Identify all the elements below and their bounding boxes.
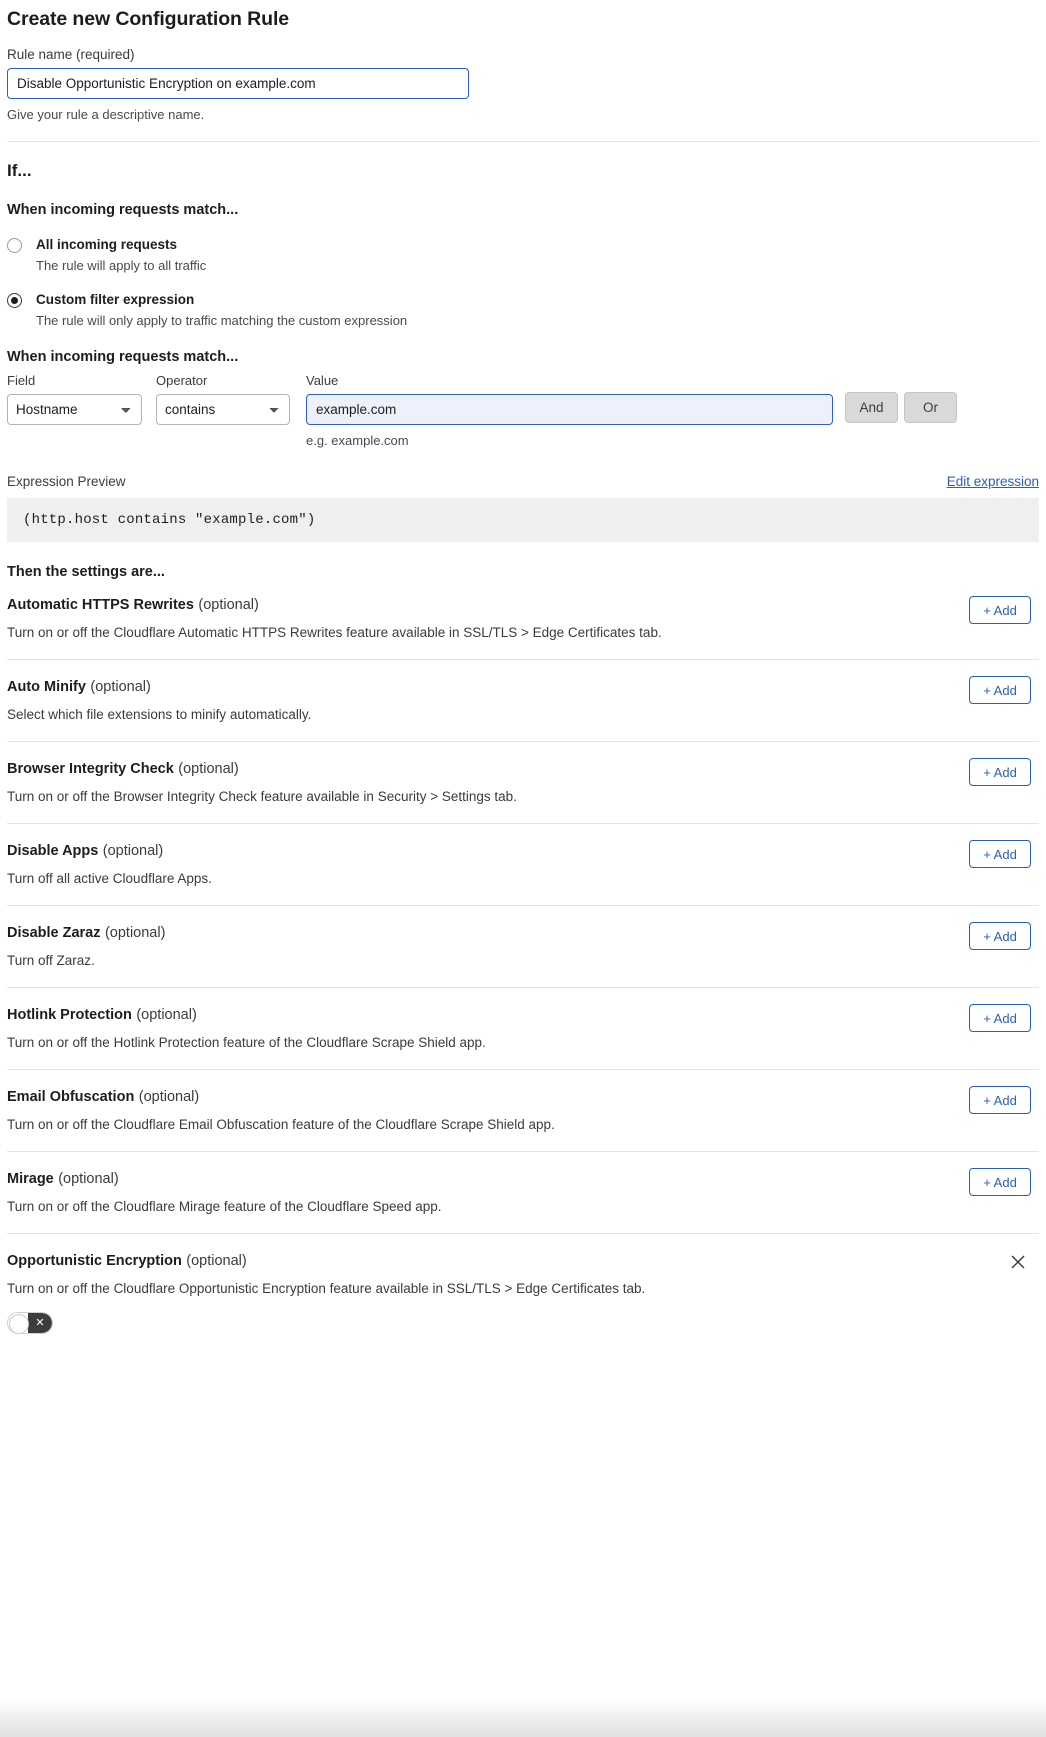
edit-expression-link[interactable]: Edit expression <box>946 474 1039 489</box>
setting-auto-minify <box>7 660 1039 742</box>
setting-name: Mirage <box>7 1171 54 1187</box>
value-column <box>306 373 833 448</box>
setting-description: Turn on or off the Cloudflare Mirage feature of the Cloudflare Speed app. <box>7 1199 442 1214</box>
radio-icon-all-incoming-requests[interactable] <box>7 238 22 253</box>
expression-builder-subtitle: When incoming requests match... <box>7 349 239 365</box>
setting-name: Auto Minify <box>7 679 86 695</box>
setting-automatic-https-rewrites <box>7 580 1039 660</box>
radio-option-all-incoming-requests[interactable] <box>7 236 1039 273</box>
setting-description: Select which file extensions to minify automatically. <box>7 707 312 722</box>
if-section-subtitle: When incoming requests match... <box>7 202 239 218</box>
setting-name: Automatic HTTPS Rewrites <box>7 597 194 613</box>
bottom-fade-band <box>0 1699 1046 1737</box>
setting-optional: (optional) <box>136 1007 197 1023</box>
if-section-title: If... <box>7 161 32 180</box>
add-button[interactable]: + Add <box>969 1004 1031 1032</box>
or-button[interactable]: Or <box>904 392 957 423</box>
match-options-list <box>7 236 1039 328</box>
add-button[interactable]: + Add <box>969 676 1031 704</box>
radio-desc-all-incoming-requests: The rule will apply to all traffic <box>36 258 207 273</box>
value-hint: e.g. example.com <box>306 433 409 448</box>
setting-name: Browser Integrity Check <box>7 761 174 777</box>
divider <box>7 141 1039 142</box>
add-button[interactable]: + Add <box>969 596 1031 624</box>
expression-preview-header <box>7 474 1039 489</box>
and-or-buttons <box>845 373 957 423</box>
setting-optional: (optional) <box>138 1089 200 1105</box>
rule-name-help-text: Give your rule a descriptive name. <box>7 107 205 122</box>
setting-optional: (optional) <box>90 679 151 695</box>
setting-description: Turn on or off the Cloudflare Automatic HTTPS Rewrites feature available in SSL/TLS > Edge Certificates tab. <box>7 625 662 640</box>
setting-opportunistic-encryption <box>7 1234 1039 1358</box>
expression-preview-label: Expression Preview <box>7 474 126 489</box>
operator-column <box>156 373 290 425</box>
settings-list <box>7 580 1039 1358</box>
setting-description: Turn on or off the Browser Integrity Check feature available in Security > Settings tab. <box>7 789 517 804</box>
expression-preview-box: (http.host contains "example.com") <box>7 498 1039 542</box>
radio-label-custom-filter-expression: Custom filter expression <box>36 292 195 307</box>
operator-label: Operator <box>156 373 208 388</box>
page-title: Create new Configuration Rule <box>7 8 290 30</box>
setting-description: Turn on or off the Hotlink Protection feature of the Cloudflare Scrape Shield app. <box>7 1035 486 1050</box>
field-column <box>7 373 142 425</box>
add-button[interactable]: + Add <box>969 840 1031 868</box>
setting-disable-apps <box>7 824 1039 906</box>
add-button[interactable]: + Add <box>969 922 1031 950</box>
setting-email-obfuscation <box>7 1070 1039 1152</box>
setting-optional: (optional) <box>198 597 259 613</box>
and-button[interactable]: And <box>845 392 898 423</box>
setting-optional: (optional) <box>104 925 166 941</box>
field-select[interactable] <box>7 394 142 425</box>
setting-name: Opportunistic Encryption <box>7 1253 182 1269</box>
rule-name-input[interactable] <box>7 68 469 99</box>
radio-desc-custom-filter-expression: The rule will only apply to traffic matching the custom expression <box>36 313 408 328</box>
value-input[interactable] <box>306 394 833 425</box>
setting-disable-zaraz <box>7 906 1039 988</box>
setting-description: Turn off Zaraz. <box>7 953 95 968</box>
add-button[interactable]: + Add <box>969 1086 1031 1114</box>
setting-description: Turn on or off the Cloudflare Opportunistic Encryption feature available in SSL/TLS > Edge Certificates tab. <box>7 1281 646 1296</box>
setting-mirage <box>7 1152 1039 1234</box>
add-button[interactable]: + Add <box>969 1168 1031 1196</box>
setting-optional: (optional) <box>58 1171 119 1187</box>
setting-optional: (optional) <box>102 843 164 859</box>
setting-browser-integrity-check <box>7 742 1039 824</box>
setting-description: Turn on or off the Cloudflare Email Obfuscation feature of the Cloudflare Scrape Shield app. <box>7 1117 555 1132</box>
opportunistic-encryption-toggle[interactable] <box>7 1312 53 1334</box>
setting-name: Disable Apps <box>7 843 99 859</box>
opportunistic-encryption-toggle-wrap <box>7 1312 1039 1339</box>
setting-hotlink-protection <box>7 988 1039 1070</box>
radio-label-all-incoming-requests: All incoming requests <box>36 237 178 252</box>
operator-select[interactable] <box>156 394 290 425</box>
setting-optional: (optional) <box>186 1253 247 1269</box>
setting-name: Email Obfuscation <box>7 1089 135 1105</box>
then-settings-title: Then the settings are... <box>7 564 165 580</box>
setting-description: Turn off all active Cloudflare Apps. <box>7 871 212 886</box>
close-icon[interactable] <box>1007 1252 1029 1274</box>
radio-option-custom-filter-expression[interactable] <box>7 291 1039 328</box>
value-label: Value <box>306 373 339 388</box>
setting-name: Hotlink Protection <box>7 1007 132 1023</box>
field-label: Field <box>7 373 36 388</box>
toggle-knob <box>9 1314 29 1334</box>
setting-name: Disable Zaraz <box>7 925 101 941</box>
add-button[interactable]: + Add <box>969 758 1031 786</box>
setting-optional: (optional) <box>178 761 239 777</box>
rule-name-label: Rule name (required) <box>7 47 135 62</box>
radio-icon-custom-filter-expression[interactable] <box>7 293 22 308</box>
expression-builder-row <box>7 373 1039 448</box>
toggle-off-icon: ✕ <box>28 1313 52 1333</box>
rule-name-field-group <box>7 47 1039 122</box>
